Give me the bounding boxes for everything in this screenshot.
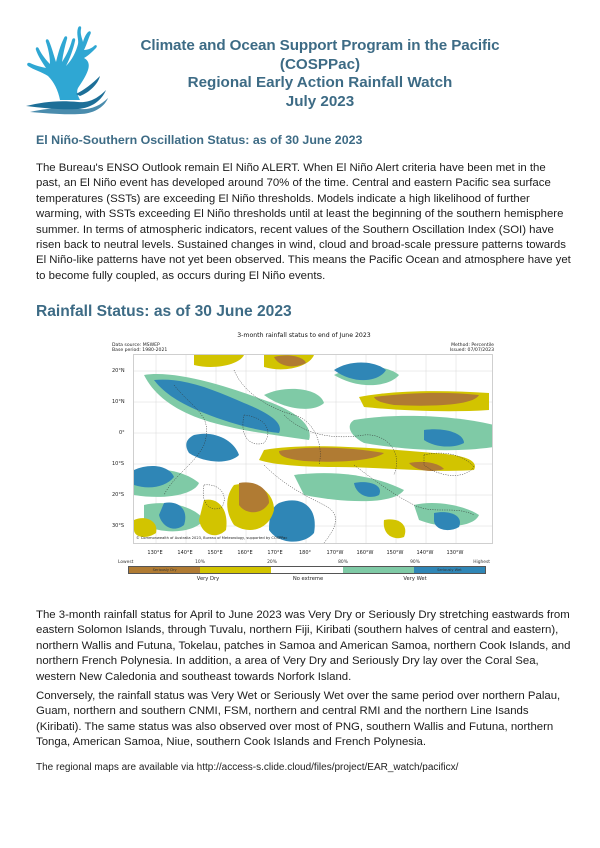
legend-no-extreme [271,567,342,573]
legend-tick: Lowest [118,560,134,565]
legend-colorbar [128,566,486,574]
legend-seriously-dry: Seriously Dry [129,567,200,573]
lon-label: 160°E [237,550,253,556]
regional-maps-link[interactable]: The regional maps are available via http://access-s.clide.cloud/files/project/EAR_watch/pacificx/ [36,762,459,773]
legend-tick: 10% [195,560,205,565]
legend-tick: Highest [473,560,490,565]
lon-label: 150°E [207,550,223,556]
lat-label-20n: 20°N [112,368,125,374]
legend-tick: 20% [267,560,277,565]
legend-category-no-extreme: No extreme [292,576,324,582]
rainfall-map [133,354,493,544]
method: Method: Percentile [451,343,494,348]
lat-label-10s: 10°S [112,461,125,467]
map-attribution: © Commonwealth of Australia 2023, Bureau of Meteorology, supported by COSPPac [136,536,288,540]
legend-seriously-wet: Seriously Wet [414,567,485,573]
lon-label: 130°W [446,550,464,556]
lat-label-20s: 20°S [112,492,125,498]
lon-label: 130°E [147,550,163,556]
document-header [110,37,530,111]
lon-label: 140°W [416,550,434,556]
data-source: Data source: MSWEP [112,343,160,348]
lon-label: 150°W [386,550,404,556]
program-title: Climate and Ocean Support Program in the Pacific [140,37,500,54]
report-title: Regional Early Action Rainfall Watch [187,74,453,91]
legend-category-very-wet: Very Wet [403,576,427,582]
rainfall-section-title: Rainfall Status: as of 30 June 2023 [36,303,292,320]
lat-label-10n: 10°N [112,399,125,405]
coral-logo-icon [18,20,118,120]
base-period: Base period: 1980-2021 [112,348,168,354]
lon-label: 140°E [177,550,193,556]
enso-paragraph: The Bureau's ENSO Outlook remain El Niño ALERT. When El Niño Alert criteria have been met in the past, an El Niño event has developed around 70% of the time. Central and eastern Pacific sea surface temperatures (SSTs) are exceeding El Niño thresholds. Models indicate a high likelihood of further warming, with SSTs exceeding El Niño thresholds until at least the beginning of the southern hemisphere summer. In terms of atmospheric indicators, recent values of the Southern Oscillation Index (SOI) have risen back to neutral levels. Sustained changes in wind, cloud and broad-scale pressure patterns towards El Niño-like patterns have not yet been observed. This means the Pacific Ocean and atmosphere have yet to become fully coupled, as occurs during El Niño events. [36,162,571,282]
lon-label: 170°W [326,550,344,556]
rainfall-wet-paragraph: Conversely, the rainfall status was Very Wet or Seriously Wet over the same period over northern Palau, Guam, northern and southern CNMI, FSM, northern and central RMI and the northern Line Isands (Kiribati). The same status was also observed over most of PNG, southern Wallis and Futuna, northern Tonga, American Samoa, Niue, southern Cook Islands and French Polynesia. [36,690,561,749]
map-legend [118,560,490,590]
legend-very-wet [343,567,414,573]
map-title: 3-month rainfall status to end of June 2023 [237,332,371,339]
map-metadata-right [450,343,494,354]
issued-date: Issued: 07/07/2023 [449,348,494,354]
program-acronym: (COSPPac) [279,55,361,73]
rainfall-status-map-figure [108,332,500,594]
legend-tick: 90% [410,560,420,565]
lon-label: 180° [298,550,312,556]
map-metadata-left [112,343,167,354]
lat-label-equator: 0° [119,430,125,436]
legend-tick: 80% [338,560,348,565]
report-date: July 2023 [285,92,355,110]
legend-very-dry [200,567,271,573]
rainfall-dry-paragraph: The 3-month rainfall status for April to June 2023 was Very Dry or Seriously Dry stretching eastwards from eastern Solomon Islands, through Tuvalu, northern Fiji, Kiribati (southern halves of central and eastern), northern Wallis and Futuna, Tokelau, patches in Samoa and American Samoa, northern Cook Islands, and northern French Polynesia. In addition, a area of Very Dry and Seriously Dry lay over the Coral Sea, western New Caledonia and southeast towards Norfork Island. [36,609,571,683]
lat-label-30s: 30°S [112,523,125,529]
enso-section-title: El Niño-Southern Oscillation Status: as of 30 June 2023 [36,133,363,147]
legend-category-very-dry: Very Dry [196,576,220,582]
lon-label: 160°W [356,550,374,556]
lon-label: 170°E [267,550,283,556]
